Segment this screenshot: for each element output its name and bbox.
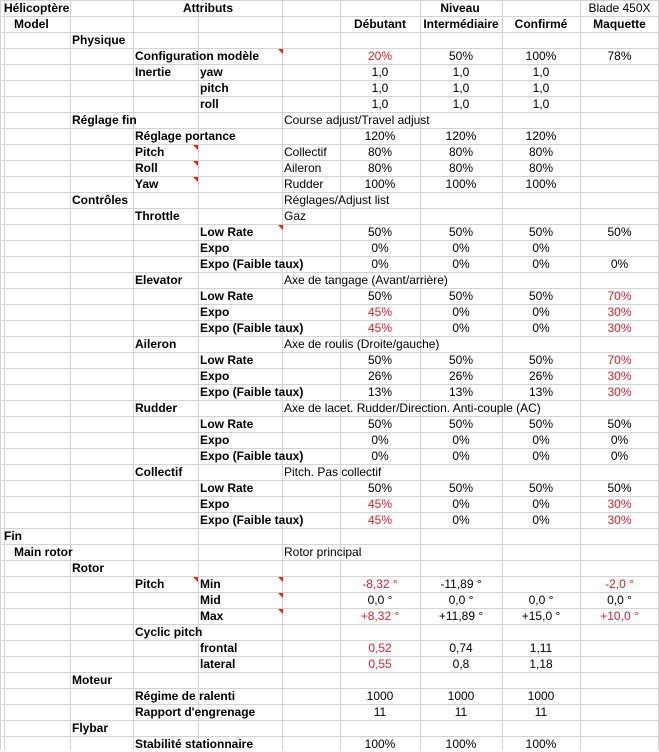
table-cell[interactable]: 50% (528, 481, 554, 495)
table-cell[interactable]: -2,0 ° (605, 577, 634, 591)
table-cell[interactable]: 120% (525, 129, 557, 143)
table-cell[interactable]: 26% (528, 369, 554, 383)
table-cell[interactable]: Expo (200, 241, 230, 255)
table-cell[interactable]: 0,0 ° (448, 593, 474, 607)
table-cell[interactable]: 0% (532, 497, 550, 511)
table-cell[interactable]: 100% (364, 737, 396, 751)
table-cell[interactable]: 45% (367, 305, 393, 319)
table-cell[interactable]: 0% (532, 305, 550, 319)
table-cell[interactable]: 0% (610, 433, 629, 447)
table-cell[interactable]: 0% (452, 321, 470, 335)
table-cell[interactable]: Mid (200, 593, 221, 607)
header-intermediaire: Intermédiaire (423, 17, 499, 31)
comment-indicator-icon[interactable] (193, 177, 198, 182)
table-cell[interactable]: Expo (Faible taux) (200, 513, 304, 527)
header-maquette: Maquette (593, 17, 646, 31)
comment-indicator-icon[interactable] (278, 609, 283, 614)
table-cell[interactable]: 1,0 (371, 65, 389, 79)
table-cell[interactable]: 80% (528, 145, 554, 159)
table-cell[interactable]: 50% (367, 289, 393, 303)
table-cell[interactable]: lateral (200, 657, 236, 671)
table-cell[interactable]: Expo (200, 369, 230, 383)
table-cell[interactable]: 50% (448, 49, 474, 63)
table-cell[interactable]: +10,0 ° (600, 609, 639, 623)
table-cell[interactable]: 30% (607, 385, 632, 399)
table-cell[interactable]: 26% (367, 369, 393, 383)
header-blade: Blade 450X (588, 1, 651, 15)
comment-indicator-icon[interactable] (278, 225, 283, 230)
table-cell[interactable]: 0% (452, 433, 470, 447)
table-cell[interactable]: +11,89 ° (438, 609, 484, 623)
table-cell[interactable]: 0,0 ° (528, 593, 554, 607)
table-cell[interactable]: Main rotor (14, 545, 73, 559)
header-attributs: Attributs (183, 1, 233, 15)
table-cell[interactable]: 0,0 ° (367, 593, 393, 607)
table-cell[interactable]: 50% (607, 481, 632, 495)
table-cell[interactable]: Rudder (135, 401, 177, 415)
table-cell[interactable]: Rotor principal (284, 545, 362, 559)
table-cell[interactable]: Throttle (135, 209, 180, 223)
table-cell[interactable]: 0% (610, 449, 629, 463)
table-cell[interactable]: 70% (607, 353, 632, 367)
table-cell[interactable]: 0% (371, 241, 389, 255)
table-cell[interactable]: roll (200, 97, 219, 111)
table-cell[interactable]: Réglages/Adjust list (284, 193, 390, 207)
table-cell[interactable]: 0% (610, 257, 629, 271)
header-niveau: Niveau (440, 1, 480, 15)
table-cell[interactable]: 0% (532, 241, 550, 255)
table-cell[interactable]: 20% (367, 49, 393, 63)
table-cell[interactable]: Pitch (135, 145, 165, 159)
table-cell[interactable]: Stabilité stationnaire (135, 737, 254, 751)
table-cell[interactable]: Low Rate (200, 225, 254, 239)
table-cell[interactable]: Contrôles (72, 193, 129, 207)
table-cell[interactable]: Expo (Faible taux) (200, 257, 304, 271)
table-cell[interactable]: 78% (607, 49, 632, 63)
table-cell[interactable]: Gaz (284, 209, 307, 223)
table-cell[interactable]: 0% (452, 513, 470, 527)
comment-indicator-icon[interactable] (278, 49, 283, 54)
table-cell[interactable]: 50% (448, 289, 474, 303)
table-cell[interactable]: 0,0 ° (607, 593, 632, 607)
table-cell[interactable]: Réglage fin (72, 113, 137, 127)
table-cell[interactable]: 50% (607, 417, 632, 431)
comment-indicator-icon[interactable] (193, 161, 198, 166)
table-cell[interactable]: 1000 (527, 689, 555, 703)
table-cell[interactable]: Yaw (135, 177, 159, 191)
table-cell[interactable]: 1000 (366, 689, 394, 703)
table-cell[interactable]: 80% (367, 161, 393, 175)
table-cell[interactable]: 30% (607, 497, 632, 511)
table-cell[interactable]: 1,0 (452, 97, 470, 111)
table-cell[interactable]: 30% (607, 369, 632, 383)
table-cell[interactable]: 0% (452, 449, 470, 463)
header-confirme: Confirmé (514, 17, 568, 31)
table-cell[interactable]: 1,11 (529, 641, 553, 655)
table-cell[interactable]: 1,0 (452, 81, 470, 95)
comment-indicator-icon[interactable] (193, 577, 198, 582)
table-cell[interactable]: Cyclic pitch (135, 625, 203, 639)
table-cell[interactable]: 1,0 (371, 81, 389, 95)
table-cell[interactable]: Aileron (284, 161, 322, 175)
table-cell[interactable]: Inertie (135, 65, 172, 79)
table-cell[interactable]: 30% (607, 305, 632, 319)
table-cell[interactable]: Réglage portance (135, 129, 236, 143)
table-cell[interactable]: 1,0 (452, 65, 470, 79)
table-cell[interactable]: Rapport d'engrenage (135, 705, 256, 719)
table-cell[interactable]: Low Rate (200, 481, 254, 495)
table-cell[interactable]: +8,32 ° (360, 609, 400, 623)
table-cell[interactable]: 100% (525, 737, 557, 751)
table-cell[interactable]: Rotor (72, 561, 104, 575)
table-cell[interactable]: 0% (532, 513, 550, 527)
table-cell[interactable]: 100% (445, 737, 477, 751)
table-cell[interactable]: pitch (200, 81, 229, 95)
header-debutant: Débutant (354, 17, 406, 31)
table-cell[interactable]: 1,0 (532, 81, 550, 95)
table-cell[interactable]: Expo (Faible taux) (200, 321, 304, 335)
table-cell[interactable]: 50% (448, 225, 474, 239)
table-cell[interactable]: 0,74 (449, 641, 473, 655)
table-cell[interactable]: 50% (367, 225, 393, 239)
table-cell[interactable]: frontal (200, 641, 238, 655)
table-cell[interactable]: 100% (525, 177, 557, 191)
table-cell[interactable]: 50% (448, 481, 474, 495)
comment-indicator-icon[interactable] (278, 593, 283, 598)
table-cell[interactable]: 0,52 (368, 641, 392, 655)
table-cell[interactable]: 0% (532, 433, 550, 447)
table-cell[interactable]: 0% (532, 449, 550, 463)
table-cell[interactable]: yaw (200, 65, 223, 79)
table-cell[interactable]: -8,32 ° (362, 577, 398, 591)
table-cell[interactable]: 80% (528, 161, 554, 175)
table-cell[interactable]: 50% (367, 481, 393, 495)
table-cell[interactable]: 100% (445, 177, 477, 191)
table-cell[interactable]: 50% (528, 417, 554, 431)
table-cell[interactable]: Low Rate (200, 417, 254, 431)
table-cell[interactable]: 1000 (447, 689, 475, 703)
comment-indicator-icon[interactable] (278, 577, 283, 582)
table-cell[interactable]: 50% (448, 353, 474, 367)
table-cell[interactable]: Expo (200, 497, 230, 511)
table-cell[interactable]: Axe de lacet. Rudder/Direction. Anti-couple (AC) (284, 401, 541, 415)
table-cell[interactable]: 100% (364, 177, 396, 191)
table-cell[interactable]: 11 (373, 705, 387, 719)
table-cell[interactable]: Roll (135, 161, 158, 175)
table-cell[interactable]: 0% (371, 433, 389, 447)
table-cell[interactable]: Low Rate (200, 289, 254, 303)
table-cell[interactable]: 13% (448, 385, 474, 399)
table-cell[interactable]: Collectif (135, 465, 183, 479)
table-cell[interactable]: 120% (364, 129, 396, 143)
table-cell[interactable]: 50% (607, 225, 632, 239)
table-cell[interactable]: 0% (452, 257, 470, 271)
table-cell[interactable]: Fin (4, 529, 22, 543)
table-cell[interactable]: Axe de roulis (Droite/gauche) (284, 337, 440, 351)
table-cell[interactable]: 1,18 (529, 657, 553, 671)
table-cell[interactable]: 50% (448, 417, 474, 431)
table-cell[interactable]: Physique (72, 33, 126, 47)
table-cell[interactable]: 50% (367, 417, 393, 431)
table-cell[interactable]: Axe de tangage (Avant/arrière) (284, 273, 448, 287)
table-cell[interactable]: 0,55 (368, 657, 392, 671)
table-cell[interactable]: 1,0 (532, 97, 550, 111)
table-cell[interactable]: Expo (200, 305, 230, 319)
table-cell[interactable]: Configuration modèle (135, 49, 259, 63)
table-cell[interactable]: Expo (200, 433, 230, 447)
table-cell[interactable]: 70% (607, 289, 632, 303)
table-cell[interactable]: 100% (525, 49, 557, 63)
header-model: Model (14, 17, 49, 31)
table-cell[interactable]: 0% (371, 449, 389, 463)
table-cell[interactable]: 1,0 (371, 97, 389, 111)
table-cell[interactable]: 11 (454, 705, 468, 719)
table-cell[interactable]: 0% (532, 321, 550, 335)
table-cell[interactable]: Expo (Faible taux) (200, 385, 304, 399)
table-cell[interactable]: 45% (367, 513, 393, 527)
table-cell[interactable]: 50% (367, 353, 393, 367)
table-cell[interactable]: 80% (448, 161, 474, 175)
table-cell[interactable]: 13% (528, 385, 554, 399)
table-cell[interactable]: 120% (445, 129, 477, 143)
table-cell[interactable]: Min (200, 577, 221, 591)
table-cell[interactable]: 0% (532, 257, 550, 271)
table-cell[interactable]: 1,0 (532, 65, 550, 79)
header-helicoptere: Hélicoptère (4, 1, 70, 15)
table-cell[interactable]: 80% (367, 145, 393, 159)
table-cell[interactable]: Expo (Faible taux) (200, 449, 304, 463)
table-cell[interactable]: Collectif (284, 145, 327, 159)
table-cell[interactable]: Pitch (135, 577, 165, 591)
table-cell[interactable]: 0% (371, 257, 389, 271)
table-cell[interactable]: 0% (452, 241, 470, 255)
table-cell[interactable]: 0% (452, 497, 470, 511)
table-cell[interactable]: 50% (528, 353, 554, 367)
table-cell[interactable]: 30% (607, 321, 632, 335)
table-cell[interactable]: Pitch. Pas collectif (284, 465, 382, 479)
table-cell[interactable]: 26% (448, 369, 474, 383)
table-cell[interactable]: 0,8 (452, 657, 470, 671)
table-cell[interactable]: Flybar (72, 721, 109, 735)
table-cell[interactable]: Aileron (135, 337, 177, 351)
table-cell[interactable]: Max (200, 609, 224, 623)
table-cell[interactable]: 30% (607, 513, 632, 527)
table-cell[interactable]: Moteur (72, 673, 112, 687)
table-cell[interactable]: Rudder (284, 177, 324, 191)
table-cell[interactable]: 50% (528, 289, 554, 303)
table-cell[interactable]: 80% (448, 145, 474, 159)
table-cell[interactable]: Low Rate (200, 353, 254, 367)
table-cell[interactable]: 50% (528, 225, 554, 239)
table-cell[interactable]: Course adjust/Travel adjust (284, 113, 430, 127)
table-cell[interactable]: 11 (534, 705, 548, 719)
table-cell[interactable]: +15,0 ° (521, 609, 561, 623)
table-cell[interactable]: 0% (452, 305, 470, 319)
table-cell[interactable]: 13% (367, 385, 393, 399)
comment-indicator-icon[interactable] (193, 145, 198, 150)
table-cell[interactable]: 45% (367, 497, 393, 511)
table-cell[interactable]: Elevator (135, 273, 183, 287)
table-cell[interactable]: Régime de ralenti (135, 689, 236, 703)
table-cell[interactable]: 45% (367, 321, 393, 335)
table-cell[interactable]: -11,89 ° (440, 577, 482, 591)
